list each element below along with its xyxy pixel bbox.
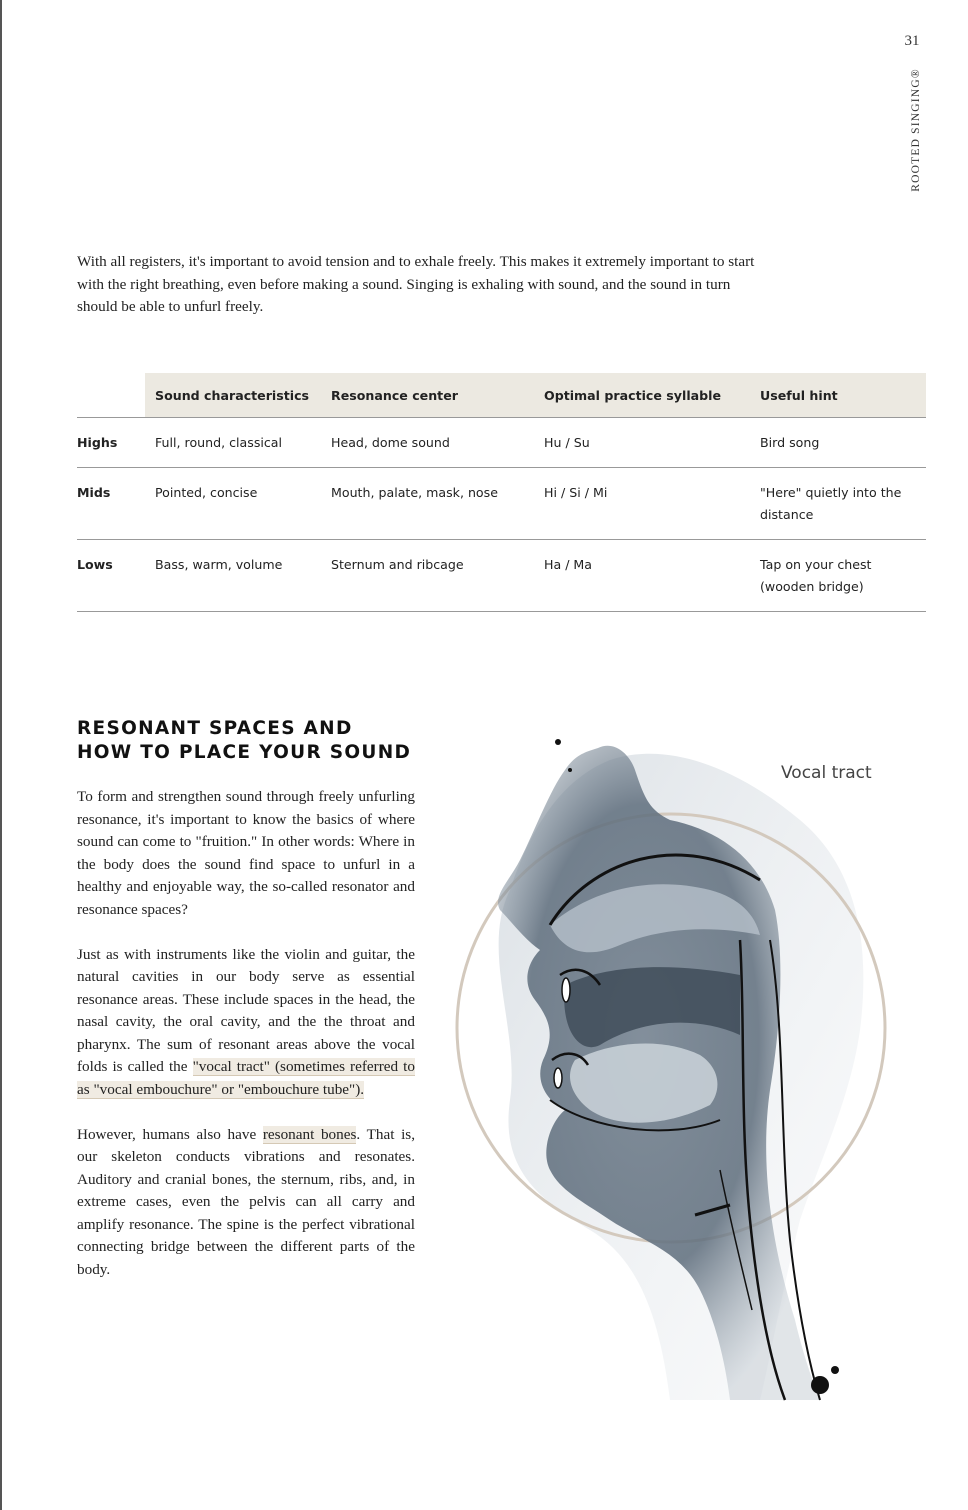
table-cell: Bird song	[750, 418, 926, 468]
table-cell: Pointed, concise	[145, 468, 321, 540]
highlighted-term: resonant bones	[262, 1125, 357, 1143]
table-cell: "Here" quietly into the distance	[750, 468, 926, 540]
column-header: Resonance center	[321, 373, 534, 418]
body-paragraph	[77, 1124, 415, 1282]
column-header: Optimal practice syllable	[534, 373, 750, 418]
vocal-tract-drawing	[440, 700, 960, 1420]
ink-splatter	[811, 1376, 829, 1394]
column-header: Useful hint	[750, 373, 926, 418]
body-paragraph	[77, 944, 415, 1102]
ink-splatter	[831, 1366, 839, 1374]
page-spine-edge	[0, 0, 2, 1510]
row-header: Lows	[77, 540, 145, 612]
highlighted-term: "vocal tract" (sometimes referred to as "vocal embouchure" or "embouchure tube").	[77, 1058, 415, 1098]
tooth-shape	[562, 978, 570, 1002]
table-cell: Tap on your chest (wooden bridge)	[750, 540, 926, 612]
register-table-grid	[77, 373, 926, 612]
body-text-run: However, humans also have	[77, 1125, 263, 1143]
table-cell: Head, dome sound	[321, 418, 534, 468]
body-text-run: . That is, our skeleton conducts vibrations and resonates. Auditory and cranial bones, the sternum, ribs, and, in extreme cases, even the pelvis can all carry and amplify resonance. The spine is the perfect vibrational connecting bridge between the different parts of the body.	[77, 1125, 415, 1278]
table-corner-cell	[77, 373, 145, 418]
row-header: Highs	[77, 418, 145, 468]
vocal-tract-illustration	[440, 700, 960, 1420]
ink-splatter	[555, 739, 561, 745]
table-row	[77, 418, 926, 468]
body-text-run: Just as with instruments like the violin and guitar, the natural cavities in our body serve as essential resonance areas. These include spaces in the head, the nasal cavity, the oral cavity, and the the throat and pharynx. The sum of resonant areas above the vocal folds is called the	[77, 945, 415, 1075]
section-body	[77, 786, 415, 1304]
table-cell: Hi / Si / Mi	[534, 468, 750, 540]
table-row	[77, 468, 926, 540]
page-number: 31	[904, 33, 920, 49]
body-paragraph: To form and strengthen sound through freely unfurling resonance, it's important to know the basics of where sound can come to "fruition." In other words: Where in the body does the sound find space to unfurl in a healthy and enjoyable way, the so-called resonator and resonance spaces?	[77, 788, 415, 918]
section-title-line: HOW TO PLACE YOUR SOUND	[77, 741, 412, 763]
section-title	[77, 717, 437, 764]
table-cell: Ha / Ma	[534, 540, 750, 612]
register-table	[77, 373, 926, 612]
ink-splatter	[568, 768, 572, 772]
row-header: Mids	[77, 468, 145, 540]
table-row	[77, 540, 926, 612]
column-header: Sound characteristics	[145, 373, 321, 418]
figure-label: Vocal tract	[781, 763, 872, 783]
table-cell: Mouth, palate, mask, nose	[321, 468, 534, 540]
section-title-line: RESONANT SPACES AND	[77, 718, 353, 739]
tooth-shape	[554, 1068, 562, 1088]
table-cell: Sternum and ribcage	[321, 540, 534, 612]
table-cell: Hu / Su	[534, 418, 750, 468]
intro-paragraph: With all registers, it's important to avoid tension and to exhale freely. This makes it extremely important to start with the right breathing, even before making a sound. Singing is exhaling with sound, and the sound in turn should be able to unfurl freely.	[77, 253, 755, 315]
table-header-row	[77, 373, 926, 418]
tongue-area	[570, 1044, 717, 1123]
table-cell: Full, round, classical	[145, 418, 321, 468]
table-cell: Bass, warm, volume	[145, 540, 321, 612]
running-head: ROOTED SINGING®	[910, 68, 922, 192]
